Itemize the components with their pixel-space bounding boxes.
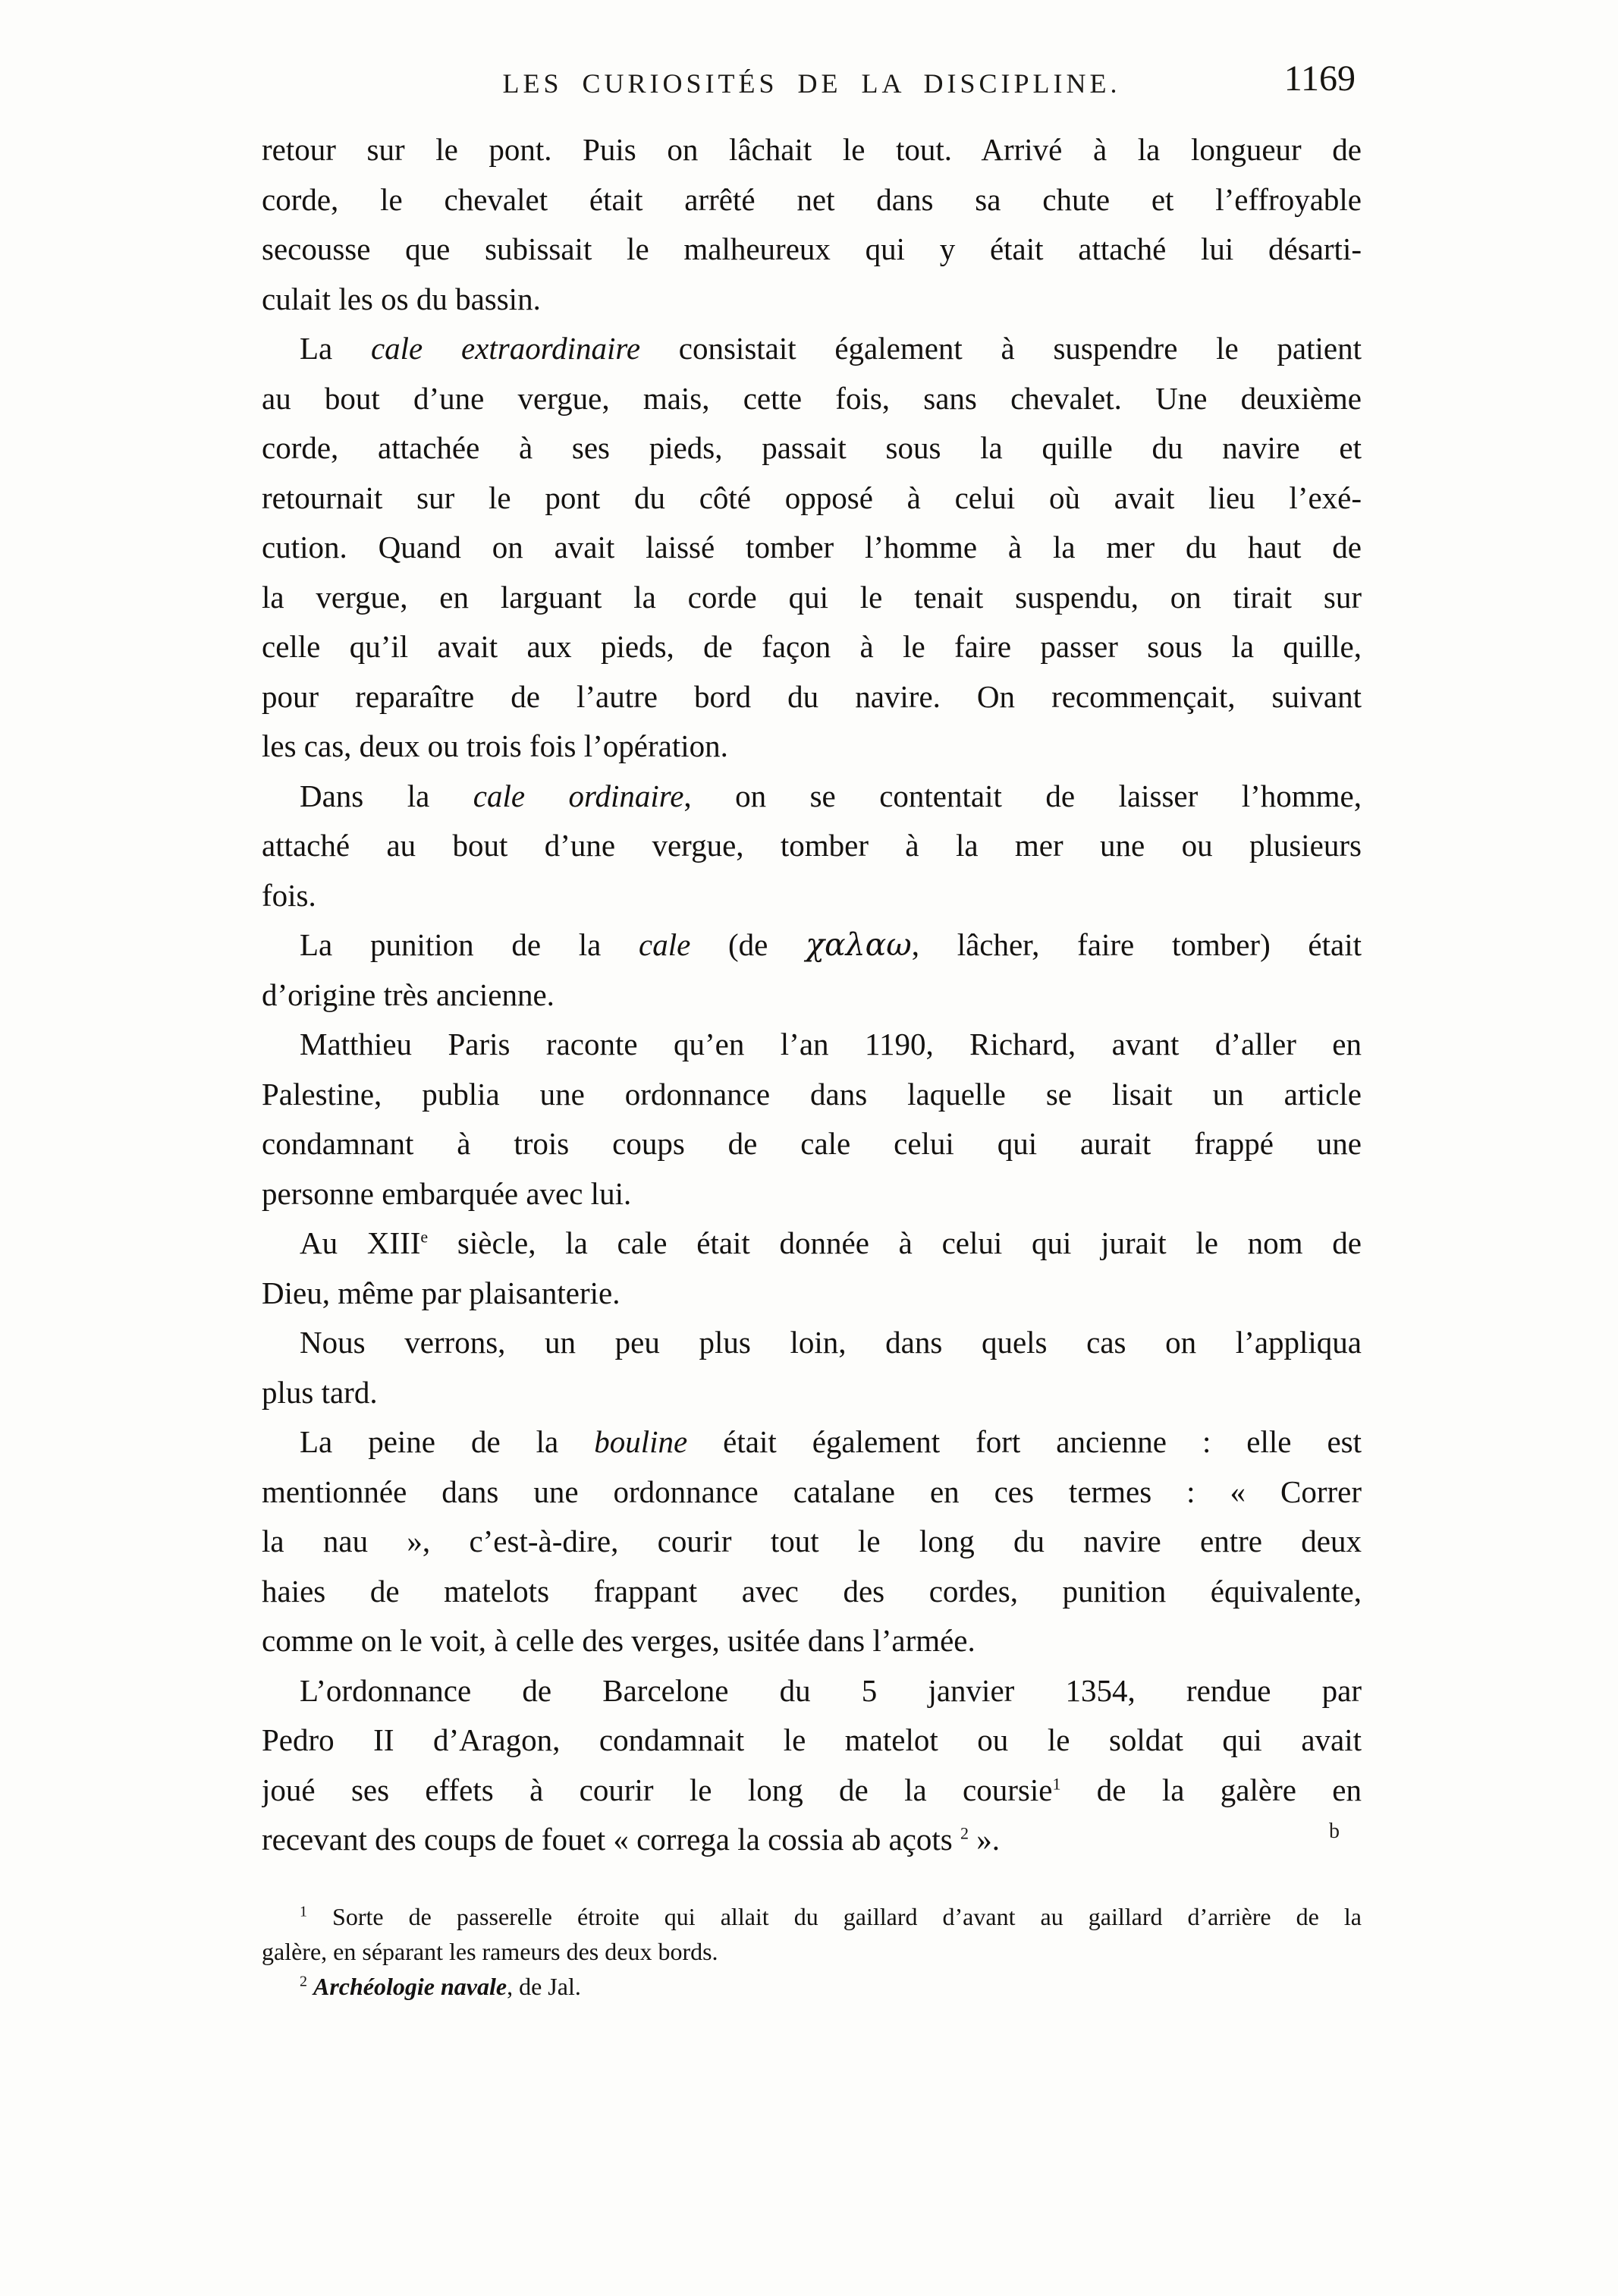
text-line xyxy=(262,473,1362,524)
text-run: ». xyxy=(968,1822,1000,1857)
text-run: mentionnée dans une ordonnance catalane en ces termes : « Correr xyxy=(262,1474,1362,1509)
text-run: joué ses effets à courir le long de la coursie xyxy=(262,1772,1053,1807)
text-line xyxy=(262,1716,1362,1766)
text-run: (de xyxy=(690,927,806,962)
text-run: Dans la xyxy=(300,778,473,813)
footnote-line xyxy=(262,1934,1362,1969)
text-run: retournait sur le pont du côté opposé à celui où avait lieu l’exé- xyxy=(262,480,1362,515)
running-title: LES CURIOSITÉS DE LA DISCIPLINE. xyxy=(502,68,1121,99)
text-line xyxy=(262,573,1362,623)
text-run: la nau », c’est-à-dire, courir tout le long du navire entre deux xyxy=(262,1524,1362,1558)
footnote-reference: 1 xyxy=(1052,1773,1061,1793)
text-line xyxy=(262,920,1362,970)
text-run: comme on le voit, à celle des verges, usitée dans l’armée. xyxy=(262,1623,976,1658)
text-run: fois. xyxy=(262,877,316,913)
text-run: la vergue, en larguant la corde qui le tenait suspendu, on tirait sur xyxy=(262,579,1362,615)
text-line xyxy=(262,1368,1362,1418)
text-line xyxy=(262,1467,1362,1518)
text-run: celle qu’il avait aux pieds, de façon à le faire passer sous la quille, xyxy=(262,629,1362,664)
text-run: haies de matelots frappant avec des cordes, punition équivalente, xyxy=(262,1573,1362,1609)
text-run: condamnant à trois coups de cale celui qui aurait frappé une xyxy=(262,1126,1362,1161)
text-run: , lâcher, faire tomber) était xyxy=(911,927,1362,962)
page-header xyxy=(262,58,1362,114)
italic-term: cale xyxy=(639,927,691,962)
page-number: 1169 xyxy=(1283,58,1356,99)
italic-term: bouline xyxy=(594,1424,688,1459)
text-run: corde, attachée à ses pieds, passait sous la quille du navire et xyxy=(262,430,1362,465)
text-run: Matthieu Paris raconte qu’en l’an 1190, Richard, avant d’aller en xyxy=(300,1027,1362,1062)
text-run: Dieu, même par plaisanterie. xyxy=(262,1275,620,1310)
text-line xyxy=(262,672,1362,722)
text-line xyxy=(262,1169,1362,1219)
text-run: recevant des coups de fouet « correga la cossia ab açots xyxy=(262,1822,960,1857)
text-run: personne embarquée avec lui. xyxy=(262,1175,632,1211)
footnote-text: Sorte de passerelle étroite qui allait du gaillard d’avant au gaillard d’arrière de la xyxy=(307,1903,1362,1930)
text-run: pour reparaître de l’autre bord du navire. On recommençait, suivant xyxy=(262,678,1362,714)
text-line xyxy=(262,1020,1362,1070)
text-line xyxy=(262,1815,1362,1865)
text-line xyxy=(262,225,1362,275)
text-run: d’origine très ancienne. xyxy=(262,977,555,1012)
text-line xyxy=(262,970,1362,1021)
text-line xyxy=(262,871,1362,921)
text-line xyxy=(262,374,1362,424)
greek-word: χαλαω xyxy=(806,926,912,963)
text-line xyxy=(262,1119,1362,1169)
text-run: Nous verrons, un peu plus loin, dans quels cas on l’appliqua xyxy=(300,1325,1362,1360)
cited-work-title: Archéologie navale xyxy=(313,1973,507,2000)
ordinal-superscript: e xyxy=(420,1227,429,1247)
text-run: cution. Quand on avait laissé tomber l’homme à la mer du haut de xyxy=(262,530,1362,565)
text-run: siècle, la cale était donnée à celui qui jurait le nom de xyxy=(428,1225,1362,1260)
italic-term: cale ordinaire xyxy=(473,778,684,813)
footnote-marker: 1 xyxy=(300,1903,307,1920)
footnotes-block xyxy=(262,1899,1362,2004)
text-line xyxy=(262,1616,1362,1666)
text-run: était également fort ancienne : elle est xyxy=(687,1424,1362,1459)
text-run: culait les os du bassin. xyxy=(262,281,541,316)
text-run: consistait également à suspendre le patient xyxy=(640,331,1362,366)
text-line xyxy=(262,1517,1362,1567)
text-line xyxy=(262,423,1362,473)
print-artifact: b xyxy=(1329,1820,1340,1843)
text-run: au bout d’une vergue, mais, cette fois, sans chevalet. Une deuxième xyxy=(262,380,1362,416)
text-run: secousse que subissait le malheureux qui y était attaché lui désarti- xyxy=(262,231,1362,266)
text-run: La punition de la xyxy=(300,927,639,962)
text-run: La peine de la xyxy=(300,1424,595,1459)
text-line xyxy=(262,622,1362,672)
text-run: les cas, deux ou trois fois l’opération. xyxy=(262,728,728,763)
text-run: de la galère en xyxy=(1060,1772,1362,1807)
text-line xyxy=(262,1567,1362,1617)
text-run: retour sur le pont. Puis on lâchait le tout. Arrivé à la longueur de xyxy=(262,132,1362,167)
text-run: Palestine, publia une ordonnance dans laquelle se lisait un article xyxy=(262,1076,1362,1112)
text-line xyxy=(262,1417,1362,1467)
text-line xyxy=(262,523,1362,573)
text-run: corde, le chevalet était arrêté net dans sa chute et l’effroyable xyxy=(262,181,1362,217)
text-line xyxy=(262,821,1362,871)
text-run: plus tard. xyxy=(262,1374,378,1410)
text-block xyxy=(262,125,1362,1865)
text-line xyxy=(262,1070,1362,1120)
text-line xyxy=(262,175,1362,225)
footnote-line xyxy=(262,1899,1362,1934)
text-line xyxy=(262,1766,1362,1816)
footnote-text: , de Jal. xyxy=(507,1973,581,2000)
italic-term: cale extraordinaire xyxy=(370,331,641,366)
text-run: La xyxy=(300,331,371,366)
text-run: L’ordonnance de Barcelone du 5 janvier 1354, rendue par xyxy=(300,1672,1362,1708)
footnote-text: galère, en séparant les rameurs des deux bords. xyxy=(262,1938,718,1965)
text-line xyxy=(262,324,1362,374)
text-line xyxy=(262,1269,1362,1319)
footnote-marker: 2 xyxy=(300,1973,307,1990)
spacer xyxy=(307,1973,313,2000)
text-run: , on se contentait de laisser l’homme, xyxy=(683,778,1362,813)
text-line xyxy=(262,772,1362,822)
text-run: Au XIII xyxy=(300,1225,421,1260)
footnote-reference: 2 xyxy=(960,1823,969,1843)
text-line xyxy=(262,275,1362,325)
text-line xyxy=(262,1318,1362,1368)
text-run: attaché au bout d’une vergue, tomber à la mer une ou plusieurs xyxy=(262,828,1362,863)
text-line xyxy=(262,722,1362,772)
text-line xyxy=(262,1219,1362,1269)
footnote-line xyxy=(262,1969,1362,2004)
text-line xyxy=(262,1666,1362,1716)
text-line xyxy=(262,125,1362,175)
text-run: Pedro II d’Aragon, condamnait le matelot ou le soldat qui avait xyxy=(262,1722,1362,1757)
